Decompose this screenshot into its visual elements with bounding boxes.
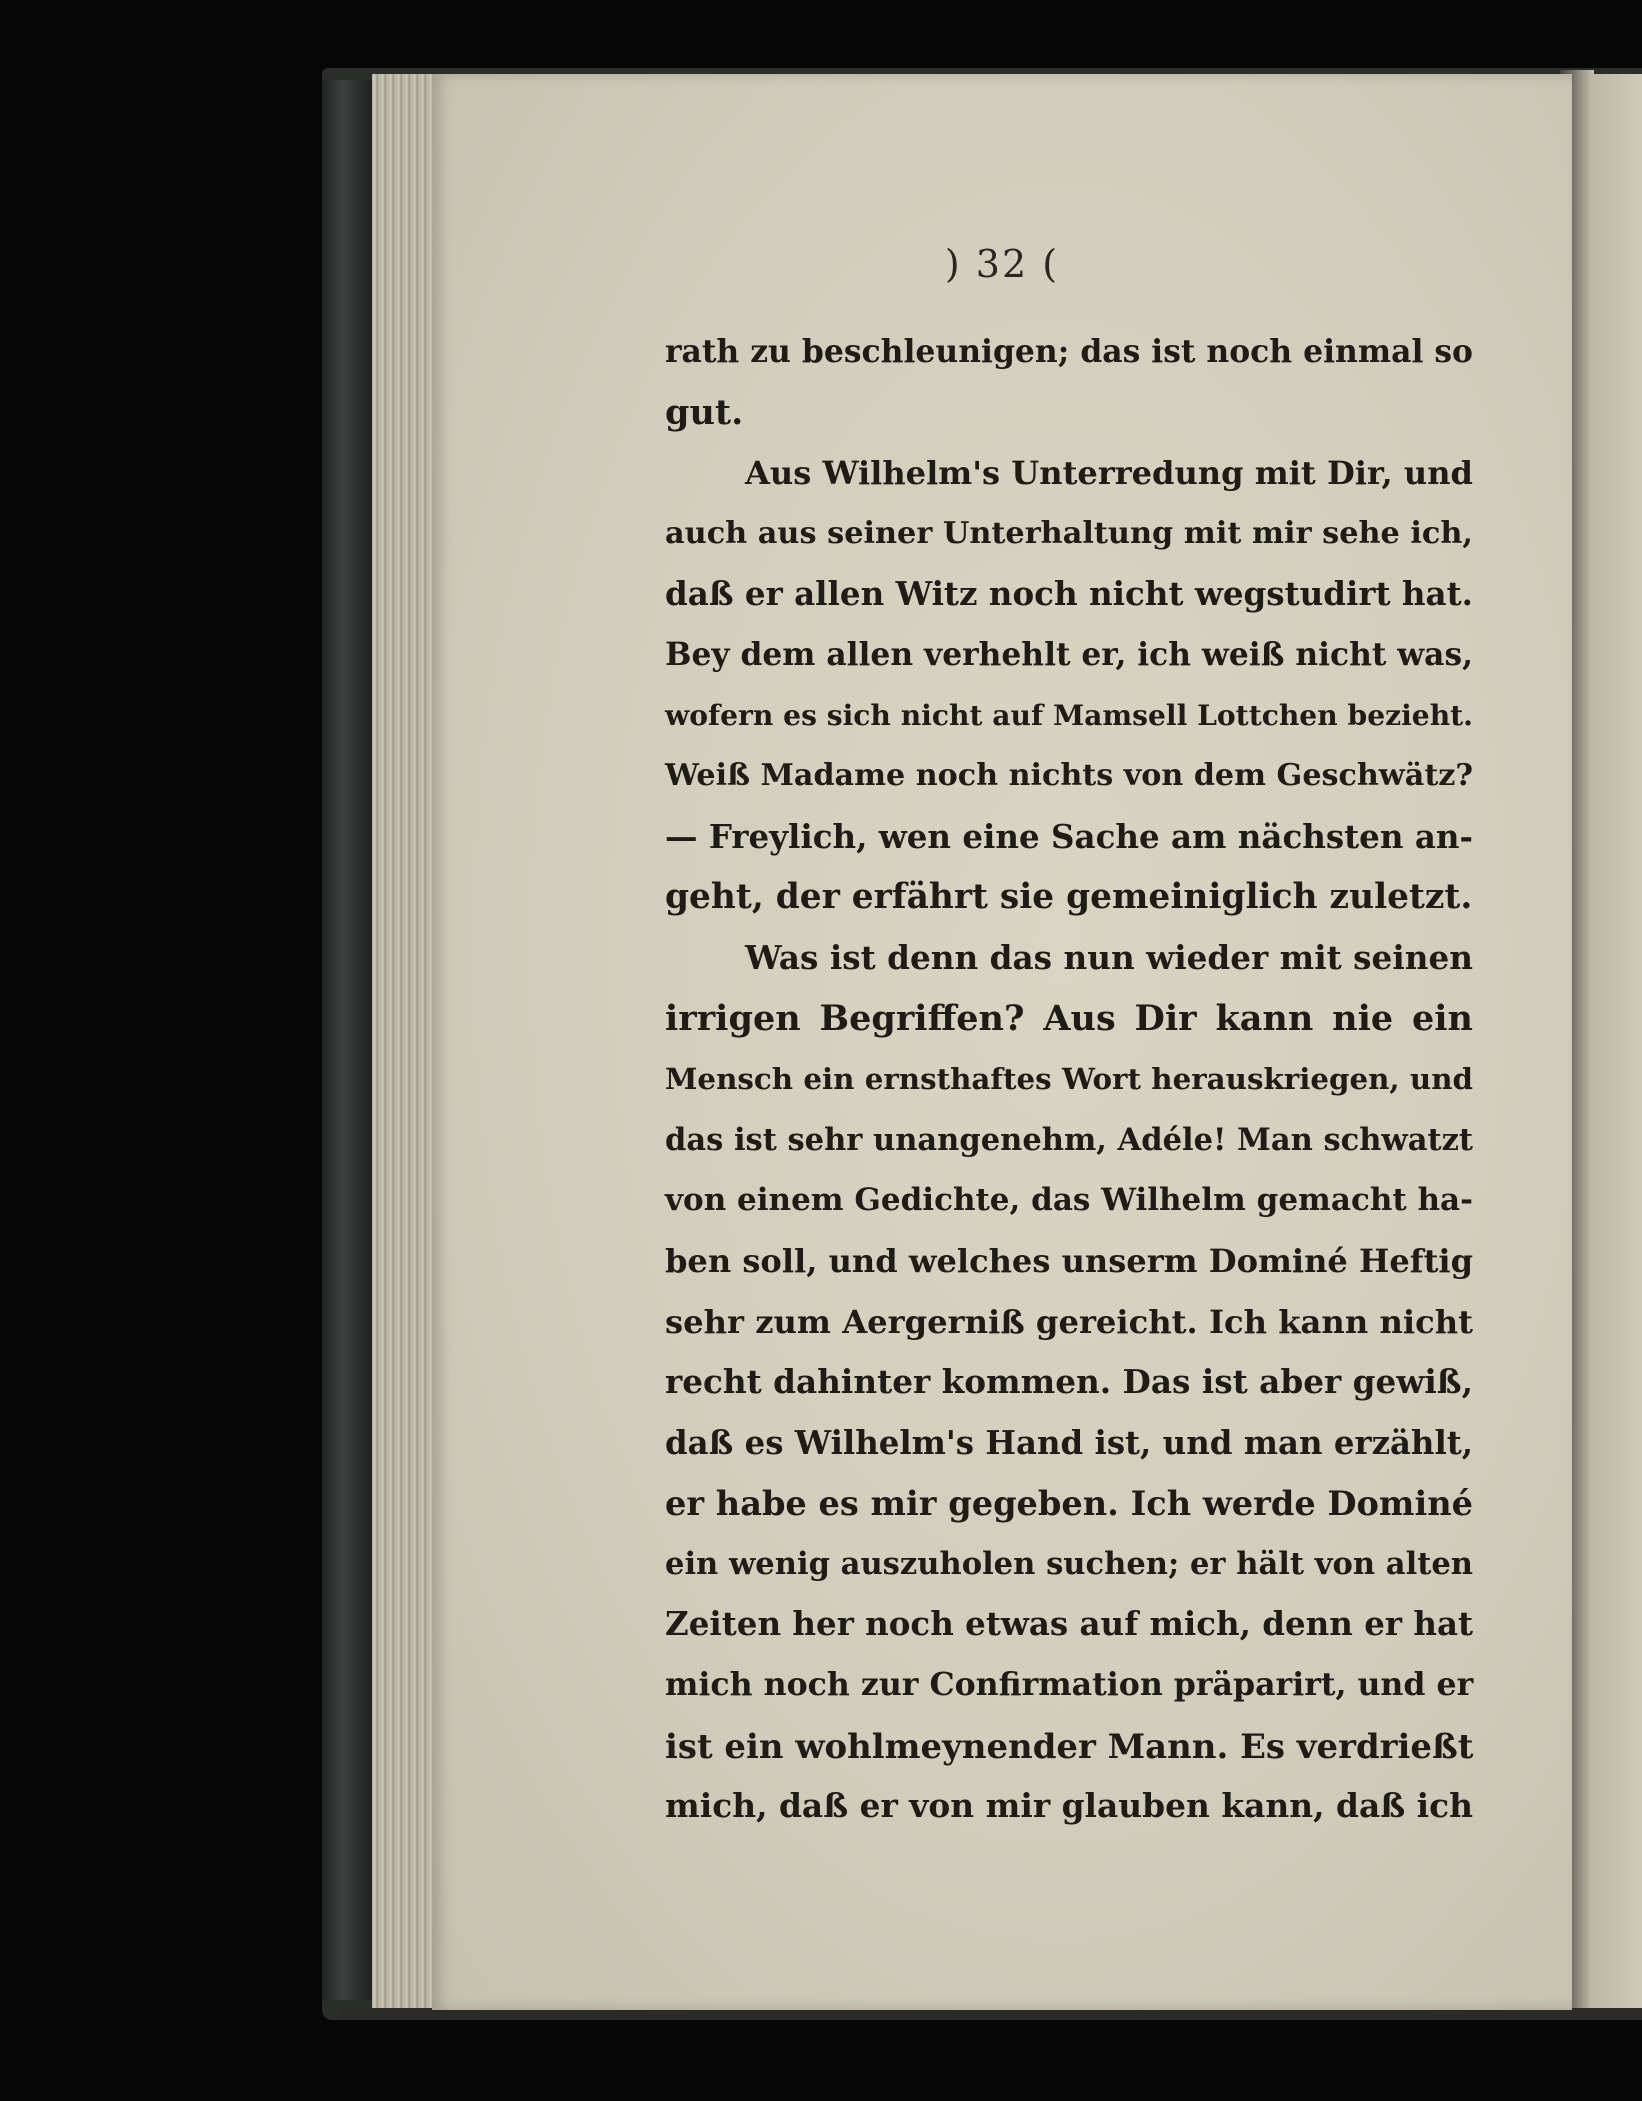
body-text (665, 322, 1473, 1837)
facing-page-edge (1590, 74, 1642, 2010)
text-line-3: Aus Wilhelm's Unterredung mit Dir, und (745, 454, 1473, 493)
book-page (432, 74, 1572, 2010)
text-line-19: daß es Wilhelm's Hand ist, und man erzählt, (665, 1423, 1473, 1462)
text-line-17: sehr zum Aergerniß gereicht. Ich kann nicht (665, 1302, 1474, 1341)
text-line-24: ist ein wohlmeynender Mann. Es verdrießt (665, 1725, 1474, 1766)
text-line-23: mich noch zur Confirmation präparirt, und er (665, 1666, 1474, 1704)
text-line-13: Mensch ein ernsthaftes Wort herauskriegen, und (665, 1061, 1473, 1097)
text-line-6: Bey dem allen verhehlt er, ich weiß nicht was, (665, 636, 1473, 673)
text-line-18: recht dahinter kommen. Das ist aber gewiß, (665, 1362, 1473, 1402)
text-line-4: auch aus seiner Unterhaltung mit mir sehe ich, (665, 515, 1473, 551)
text-line-25: mich, daß er von mir glauben kann, daß ich (665, 1786, 1473, 1826)
text-line-14: das ist sehr unangenehm, Adéle! Man schwatzt (665, 1121, 1474, 1158)
page-number: ) 32 ( (944, 242, 1060, 286)
text-line-21: ein wenig auszuholen suchen; er hält von alten (665, 1545, 1473, 1582)
text-line-5: daß er allen Witz noch nicht wegstudirt hat. (665, 574, 1473, 614)
text-line-2: gut. (665, 391, 744, 433)
text-line-9: — Freylich, wen eine Sache am nächsten an- (665, 816, 1473, 856)
text-line-12: irrigen Begriffen? Aus Dir kann nie ein (665, 997, 1473, 1039)
text-line-8: Weiß Madame noch nichts von dem Geschwätz? (665, 758, 1474, 794)
book-spine-edge (322, 80, 374, 2000)
text-line-20: er habe es mir gegeben. Ich werde Dominé (665, 1483, 1473, 1524)
text-line-22: Zeiten her noch etwas auf mich, denn er hat (665, 1604, 1474, 1644)
text-line-1: rath zu beschleunigen; das ist noch einmal so (665, 333, 1473, 370)
text-line-16: ben soll, und welches unserm Dominé Heftig (665, 1241, 1473, 1280)
text-line-7: wofern es sich nicht auf Mamsell Lottchen bezieht. (665, 698, 1473, 732)
text-line-11: Was ist denn das nun wieder mit seinen (745, 937, 1473, 977)
text-line-15: von einem Gedichte, das Wilhelm gemacht ha- (665, 1182, 1473, 1219)
text-line-10: geht, der erfährt sie gemeiniglich zuletzt. (665, 877, 1473, 918)
